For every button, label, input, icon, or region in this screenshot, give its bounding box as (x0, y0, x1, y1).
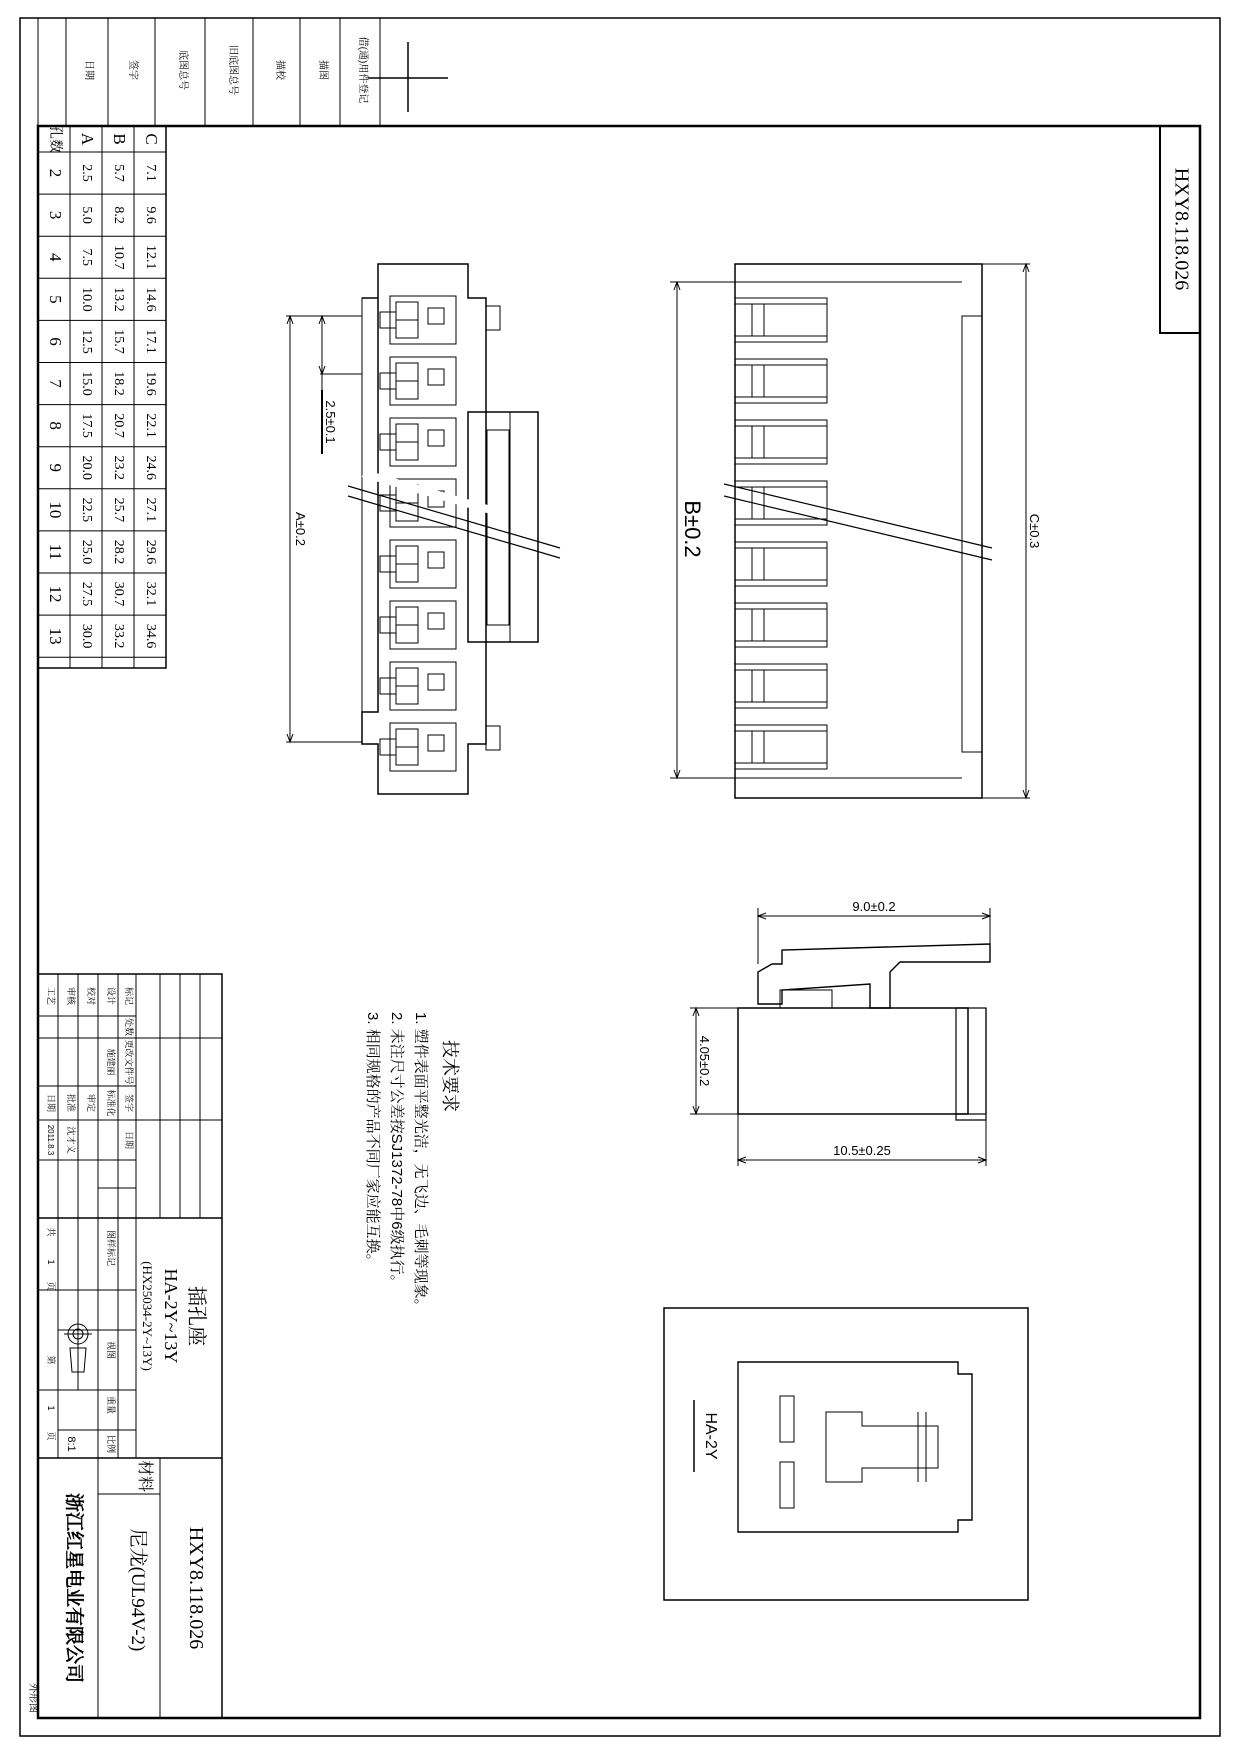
lbl-approve-final: 审定 (86, 1093, 96, 1113)
table-cell: 10.0 (78, 287, 94, 312)
material-label: 材料 (136, 1459, 153, 1493)
tech-item-1: 1. 塑件表面平整光洁，无飞边、毛刺等现象。 (412, 1012, 429, 1314)
table-cell: 2.5 (78, 164, 94, 182)
table-cell: 3 (46, 210, 66, 220)
side-slot (735, 664, 827, 708)
lbl-weight: 重量 (106, 1395, 116, 1415)
front-view (286, 264, 560, 794)
table-cell: 34.6 (142, 623, 158, 649)
rev-count: 处数 (124, 1017, 134, 1037)
table-header-holes: 孔数 (46, 125, 62, 153)
lbl-drawing-mark: 图样标记 (106, 1230, 116, 1267)
label-trace-check: 描校 (274, 60, 285, 80)
lbl-view: 视图 (106, 1340, 116, 1360)
rev-date: 日期 (124, 1130, 134, 1150)
table-cell: 20.7 (110, 413, 126, 438)
table-cell: 18.2 (110, 371, 126, 396)
end-view (690, 899, 990, 1166)
tech-item-2: 2. 未注尺寸公差按SJ1372-78中6级执行。 (388, 1012, 405, 1290)
approve-date: 2011.8.3 (46, 1124, 55, 1156)
table-cell: 22.5 (78, 497, 94, 523)
part-name: 插孔座 (185, 1286, 207, 1346)
table-cell: 11 (46, 543, 66, 561)
lbl-sheet: 页 (46, 1431, 56, 1441)
a-dimension: A±0.2 (293, 512, 308, 546)
table-cell: 7 (46, 379, 66, 388)
table-cell: 4 (46, 253, 66, 262)
side-slot (735, 420, 827, 464)
label-date: 日期 (83, 60, 94, 80)
side-slot (735, 298, 827, 342)
table-header-a: A (78, 132, 98, 146)
c-dimension: C±0.3 (1027, 513, 1042, 549)
label-borrow-register: 借(通)用件登记 (357, 36, 368, 104)
lbl-standard: 标准化 (106, 1089, 116, 1117)
side-slot (735, 725, 827, 769)
table-cell: 6 (46, 337, 66, 346)
table-cell: 23.2 (110, 455, 126, 480)
lbl-review: 审核 (66, 986, 76, 1006)
table-cell: 14.6 (142, 287, 158, 312)
table-cell: 2 (46, 168, 66, 178)
side-slot (735, 481, 827, 525)
table-cell: 27.5 (78, 581, 94, 607)
height-dimension: 4.05±0.2 (697, 1035, 712, 1087)
approver-name: 沈才义 (66, 1126, 76, 1154)
outer-frame (20, 18, 1220, 1736)
table-cell: 27.1 (142, 497, 158, 523)
label-base-no: 底图总号 (177, 50, 188, 90)
table-cell: 12.1 (142, 245, 158, 270)
table-cell: 10 (46, 501, 66, 519)
table-cell: 13.2 (110, 287, 126, 312)
table-cell: 20.0 (78, 455, 94, 480)
table-cell: 7.1 (142, 164, 158, 182)
detail-label: HA-2Y (702, 1412, 719, 1460)
dimension-table (38, 125, 166, 668)
table-cell: 10.7 (110, 245, 126, 270)
lbl-sheets: 页 (46, 1281, 56, 1291)
designer-name: 施建丽 (106, 1048, 116, 1076)
table-cell: 32.1 (142, 581, 158, 607)
total-sheets: 1 (46, 1259, 56, 1265)
tech-requirements (364, 1012, 460, 1314)
label-old-base-no: 旧底图总号 (227, 45, 238, 95)
table-header-b: B (110, 133, 130, 145)
table-cell: 24.6 (142, 455, 158, 480)
tech-title: 技术要求 (440, 1040, 460, 1112)
left-side-block (38, 18, 380, 126)
lbl-total: 共 (46, 1227, 56, 1237)
table-cell: 8.2 (110, 206, 126, 224)
b-dimension: B±0.2 (680, 500, 705, 558)
table-cell: 12 (46, 585, 66, 603)
table-cell: 7.5 (78, 248, 94, 266)
table-cell: 8 (46, 421, 66, 430)
table-cell: 9 (46, 463, 66, 472)
label-sign: 签字 (127, 60, 138, 80)
lbl-design: 设计 (106, 986, 116, 1006)
lbl-check: 校对 (86, 986, 96, 1006)
depth-dimension: 10.5±0.25 (833, 1143, 891, 1158)
lbl-date-b: 日期 (46, 1093, 56, 1113)
label-trace: 描图 (317, 60, 328, 80)
rev-mark: 标记 (124, 986, 134, 1006)
table-header-c: C (142, 133, 162, 145)
table-cell: 33.2 (110, 623, 126, 649)
side-slot (735, 359, 827, 403)
lbl-approve: 批准 (66, 1093, 76, 1113)
table-cell: 15.0 (78, 371, 94, 396)
table-cell: 17.1 (142, 329, 158, 354)
table-cell: 22.1 (142, 413, 158, 438)
rev-sign: 签字 (124, 1093, 134, 1113)
table-cell: 9.6 (142, 206, 158, 224)
company-name: 浙江红星电业有限公司 (63, 1492, 84, 1684)
detail-view (664, 1308, 1028, 1600)
table-cell: 5.7 (110, 164, 126, 182)
width-dimension: 9.0±0.2 (852, 899, 896, 914)
scale-value: 8:1 (65, 1436, 77, 1452)
table-cell: 5.0 (78, 206, 94, 224)
part-model: HA-2Y~13Y (161, 1268, 181, 1364)
title-block (38, 974, 222, 1718)
table-cell: 15.7 (110, 329, 126, 354)
rev-doc: 更改文件号 (124, 1039, 134, 1085)
table-cell: 25.0 (78, 539, 94, 565)
pitch-dimension: 2.5±0.1 (323, 400, 338, 444)
table-cell: 30.7 (110, 581, 126, 607)
lbl-process: 工艺 (46, 986, 56, 1006)
material-value: 尼龙(UL94V-2) (127, 1528, 148, 1652)
table-cell: 5 (46, 295, 66, 304)
table-cell: 12.5 (78, 329, 94, 354)
tech-item-3: 3. 相同规格的产品不同厂家应能互换。 (364, 1012, 381, 1269)
footer-tag: 外形图 (27, 1683, 38, 1713)
part-model-alt: (HX25034-2Y~13Y) (140, 1261, 155, 1371)
drawing-number-top: HXY8.118.026 (1170, 167, 1193, 291)
table-cell: 29.6 (142, 539, 158, 565)
lbl-scale: 比例 (106, 1434, 116, 1454)
side-view (670, 264, 1042, 798)
table-cell: 25.7 (110, 497, 126, 523)
table-cell: 28.2 (110, 539, 126, 565)
table-cell: 17.5 (78, 413, 94, 438)
side-slot (735, 542, 827, 586)
side-slot (735, 603, 827, 647)
table-cell: 30.0 (78, 623, 94, 649)
drawing-number: HXY8.118.026 (185, 1526, 207, 1650)
lbl-sheet-no: 第 (46, 1355, 56, 1365)
sheet-no: 1 (46, 1405, 56, 1411)
table-cell: 19.6 (142, 371, 158, 396)
table-cell: 13 (46, 627, 66, 645)
